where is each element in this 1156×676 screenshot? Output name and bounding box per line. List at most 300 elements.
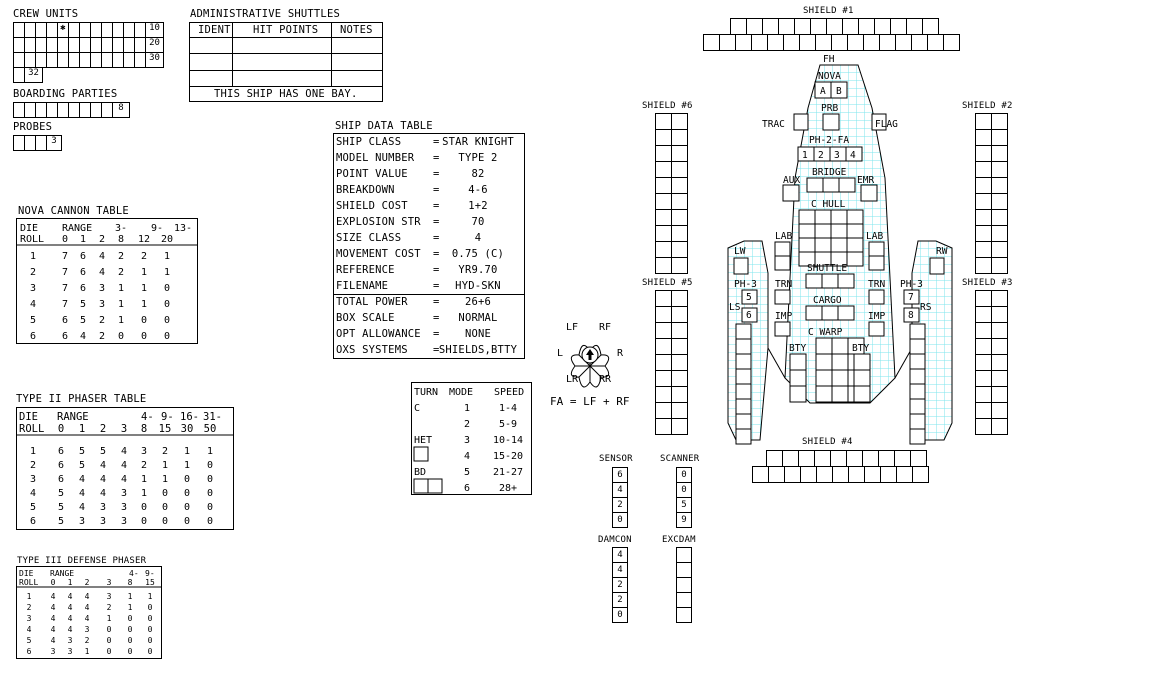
rw-box[interactable] xyxy=(910,369,925,384)
track-box[interactable] xyxy=(676,577,692,593)
arc-rr: RR xyxy=(599,374,612,385)
shield-box[interactable] xyxy=(766,450,783,467)
ph3-cell: 4 xyxy=(50,636,56,645)
box[interactable]: 10 xyxy=(145,22,164,38)
ph2-cell: 3 xyxy=(120,516,128,527)
nova-cell: 5 xyxy=(79,299,87,310)
shield-box[interactable] xyxy=(655,386,672,403)
ph2-cell: 3 xyxy=(78,516,86,527)
shield-box[interactable] xyxy=(794,18,811,35)
shield-box[interactable] xyxy=(862,450,879,467)
bridge-box[interactable] xyxy=(839,178,855,192)
shield-box[interactable] xyxy=(655,209,672,226)
bridge-box[interactable] xyxy=(807,178,823,192)
shuttle-box[interactable] xyxy=(806,274,822,288)
turn-cell: 5-9 xyxy=(498,419,518,430)
track-box[interactable]: 4 xyxy=(612,547,628,563)
prb-box[interactable] xyxy=(823,114,839,130)
nova-cell: 3 xyxy=(98,299,106,310)
shield-box[interactable] xyxy=(671,129,688,146)
lw-box[interactable] xyxy=(736,324,751,339)
nova-cell: 4 xyxy=(98,267,106,278)
cargo-box[interactable] xyxy=(806,306,822,320)
shield-box[interactable] xyxy=(832,466,849,483)
imp-box[interactable] xyxy=(869,322,884,336)
ph2-cell: 2 xyxy=(29,460,37,471)
warp-box[interactable] xyxy=(832,386,848,402)
rs-label: RS xyxy=(920,302,932,313)
ship-data-cell: = xyxy=(433,184,440,196)
shield-box[interactable] xyxy=(842,18,859,35)
shield-box[interactable] xyxy=(991,145,1008,162)
ship-data-cell: MOVEMENT COST xyxy=(336,248,421,260)
arc-l: L xyxy=(557,348,564,359)
warp-box[interactable] xyxy=(832,354,848,370)
hull-box[interactable] xyxy=(847,252,863,266)
ph3-cell: 1 xyxy=(127,592,133,601)
shield-box[interactable] xyxy=(991,193,1008,210)
shield-box[interactable] xyxy=(655,338,672,355)
shield-box[interactable] xyxy=(798,450,815,467)
hull-box[interactable] xyxy=(799,238,815,252)
shield-box[interactable] xyxy=(655,113,672,130)
lw-box[interactable] xyxy=(736,399,751,414)
shield-box[interactable] xyxy=(671,113,688,130)
ph2-head: 0 xyxy=(57,423,65,435)
shield-box[interactable] xyxy=(655,177,672,194)
shield-box[interactable] xyxy=(991,290,1008,307)
ph2-cell: 6 xyxy=(29,516,37,527)
nova-cell: 1 xyxy=(163,267,171,278)
cargo-box[interactable] xyxy=(822,306,838,320)
ship-data-cell: BREAKDOWN xyxy=(336,184,395,196)
aux-label: AUX xyxy=(783,175,801,186)
shield-box[interactable] xyxy=(814,450,831,467)
shield-1-label: SHIELD #1 xyxy=(803,6,854,16)
ph3-cell: 4 xyxy=(67,592,73,601)
emr-box[interactable] xyxy=(861,185,877,201)
shield-box[interactable] xyxy=(655,145,672,162)
shield-box[interactable] xyxy=(991,241,1008,258)
hull-box[interactable] xyxy=(847,238,863,252)
shield-box[interactable] xyxy=(894,450,911,467)
lab-box[interactable] xyxy=(869,256,884,270)
shield-box[interactable] xyxy=(671,354,688,371)
ship-data-cell: = xyxy=(433,248,440,260)
shield-box[interactable] xyxy=(655,322,672,339)
shield-box[interactable] xyxy=(655,257,672,274)
rw-box[interactable] xyxy=(930,258,944,274)
shield-box[interactable] xyxy=(991,386,1008,403)
ph2-cell: 0 xyxy=(206,516,214,527)
ph3-cell: 3 xyxy=(84,625,90,634)
hull-box[interactable] xyxy=(831,210,847,224)
warp-box[interactable] xyxy=(816,338,832,354)
box[interactable]: ✱ xyxy=(57,22,69,38)
shuttles-col-ident: IDENT xyxy=(198,24,231,36)
ph3-head: DIE xyxy=(19,569,34,578)
shield-box[interactable] xyxy=(816,466,833,483)
shield-box[interactable] xyxy=(890,18,907,35)
shield-box[interactable] xyxy=(655,193,672,210)
shield-box[interactable] xyxy=(655,290,672,307)
nova-head: 3- xyxy=(114,223,128,234)
shuttle-box[interactable] xyxy=(822,274,838,288)
ph2-cell: 2 xyxy=(161,446,169,457)
lab-box[interactable] xyxy=(775,242,790,256)
shield-box[interactable] xyxy=(991,113,1008,130)
rw-box[interactable] xyxy=(910,324,925,339)
ph3-cell: 4 xyxy=(50,592,56,601)
ship-data-cell: = xyxy=(433,296,440,308)
nova-cell: 4 xyxy=(98,251,106,262)
track-box[interactable]: 4 xyxy=(612,482,628,498)
track-box[interactable]: 2 xyxy=(612,497,628,513)
shield-box[interactable] xyxy=(746,18,763,35)
hull-box[interactable] xyxy=(815,224,831,238)
ph3-cell: 0 xyxy=(106,636,112,645)
shield-box[interactable] xyxy=(874,18,891,35)
aux-box[interactable] xyxy=(783,185,799,201)
ship-data-cell: OPT ALLOWANCE xyxy=(336,328,421,340)
nova-cell: 7 xyxy=(61,251,69,262)
nova-cell: 6 xyxy=(79,283,87,294)
ph3-head: 0 xyxy=(50,578,56,587)
imp-right-label: IMP xyxy=(868,311,886,322)
ship-data-cell: POINT VALUE xyxy=(336,168,408,180)
crew-units-grid xyxy=(13,22,164,83)
hull-box[interactable] xyxy=(799,210,815,224)
shield-box[interactable] xyxy=(846,450,863,467)
ship-data-cell: 1+2 xyxy=(468,200,488,212)
box[interactable]: 30 xyxy=(145,52,164,68)
lw-box[interactable] xyxy=(736,384,751,399)
fh-label: FH xyxy=(823,54,835,65)
c-hull-label: C HULL xyxy=(811,199,846,210)
left-5: 5 xyxy=(746,292,752,303)
turn-cell: 1-4 xyxy=(498,403,518,414)
ph2-cell: 1 xyxy=(161,474,169,485)
track-box[interactable] xyxy=(676,592,692,608)
track-box[interactable]: 0 xyxy=(676,467,692,483)
warp-box[interactable] xyxy=(816,386,832,402)
shield-box[interactable] xyxy=(991,177,1008,194)
nova-cell: 1 xyxy=(117,283,125,294)
nova-cell: 2 xyxy=(29,267,37,278)
shield-box[interactable] xyxy=(752,466,769,483)
shield-box[interactable] xyxy=(655,370,672,387)
shield-box[interactable] xyxy=(784,466,801,483)
lw-box[interactable] xyxy=(736,339,751,354)
bty-box[interactable] xyxy=(854,386,870,402)
shield-3-label: SHIELD #3 xyxy=(962,278,1013,288)
track-box[interactable]: 0 xyxy=(612,512,628,528)
warp-box[interactable] xyxy=(816,354,832,370)
shield-box[interactable] xyxy=(671,193,688,210)
ship-data-cell: NONE xyxy=(464,328,492,340)
trn-box[interactable] xyxy=(869,290,884,304)
ph3-cell: 3 xyxy=(67,636,73,645)
bty-box[interactable] xyxy=(790,386,806,402)
shield-box[interactable] xyxy=(671,177,688,194)
nova-head: ROLL xyxy=(20,234,45,245)
track-box[interactable]: 6 xyxy=(612,467,628,483)
ph3-cell: 3 xyxy=(106,592,112,601)
imp-left-label: IMP xyxy=(775,311,793,322)
ph3-cell: 0 xyxy=(106,625,112,634)
shield-box[interactable] xyxy=(991,161,1008,178)
ship-data-cell: 4 xyxy=(474,232,482,244)
ship-data-cell: 4-6 xyxy=(468,184,488,196)
shield-box[interactable] xyxy=(830,450,847,467)
ship-diagram xyxy=(720,48,980,448)
ph2-cell: 0 xyxy=(183,516,191,527)
shield-box[interactable] xyxy=(655,418,672,435)
nova-head: 0 xyxy=(61,234,69,245)
shield-box[interactable] xyxy=(906,18,923,35)
shield-box[interactable] xyxy=(991,354,1008,371)
ph3-cell: 0 xyxy=(106,647,112,656)
lw-box[interactable] xyxy=(736,429,751,444)
lw-box[interactable] xyxy=(736,354,751,369)
shield-box[interactable] xyxy=(655,225,672,242)
shield-box[interactable] xyxy=(655,129,672,146)
lw-box[interactable] xyxy=(736,414,751,429)
rw-box[interactable] xyxy=(910,339,925,354)
track-box[interactable]: 5 xyxy=(676,497,692,513)
shield-box[interactable] xyxy=(671,338,688,355)
shield-box[interactable] xyxy=(655,402,672,419)
shield-box[interactable] xyxy=(848,466,865,483)
nova-cell: 0 xyxy=(163,299,171,310)
ph2-cell: 1 xyxy=(140,474,148,485)
shield-box[interactable] xyxy=(655,161,672,178)
shield-box[interactable] xyxy=(671,241,688,258)
ph2-cell: 4 xyxy=(120,460,128,471)
scanner-label: SCANNER xyxy=(660,454,700,464)
hull-box[interactable] xyxy=(847,224,863,238)
ph3-cell: 2 xyxy=(106,603,112,612)
shield-box[interactable] xyxy=(880,466,897,483)
arc-lr: LR xyxy=(566,374,579,385)
shield-box[interactable] xyxy=(782,450,799,467)
lab-box[interactable] xyxy=(869,242,884,256)
shield-box[interactable] xyxy=(991,418,1008,435)
hull-box[interactable] xyxy=(815,238,831,252)
ph2-head: 16- xyxy=(180,411,199,423)
warp-box[interactable] xyxy=(832,370,848,386)
bty-box[interactable] xyxy=(854,370,870,386)
track-box[interactable]: 9 xyxy=(676,512,692,528)
cargo-box[interactable] xyxy=(838,306,854,320)
shield-box[interactable] xyxy=(768,466,785,483)
shield-box[interactable] xyxy=(858,18,875,35)
rw-box[interactable] xyxy=(910,399,925,414)
shield-box[interactable] xyxy=(991,306,1008,323)
shield-box[interactable] xyxy=(826,18,843,35)
shield-box[interactable] xyxy=(671,145,688,162)
nova-head: 9- xyxy=(151,223,164,234)
shield-box[interactable] xyxy=(671,418,688,435)
shield-box[interactable] xyxy=(864,466,881,483)
shield-box[interactable] xyxy=(703,34,720,51)
nova-cell: 7 xyxy=(61,299,69,310)
ph3-cell: 1 xyxy=(106,614,112,623)
track-box[interactable]: 0 xyxy=(676,482,692,498)
shield-box[interactable] xyxy=(991,338,1008,355)
shield-box[interactable] xyxy=(671,306,688,323)
ph2-cell: 5 xyxy=(99,446,107,457)
shield-box[interactable] xyxy=(671,257,688,274)
box[interactable]: 8 xyxy=(112,102,130,118)
track-box[interactable] xyxy=(676,607,692,623)
nova-cell: 2 xyxy=(98,315,106,326)
hull-box[interactable] xyxy=(815,210,831,224)
nova-cell: 6 xyxy=(61,331,69,342)
shield-box[interactable] xyxy=(655,306,672,323)
ph2-cell: 0 xyxy=(140,502,148,513)
ph2-cell: 4 xyxy=(78,502,86,513)
nova-cell: 0 xyxy=(163,315,171,326)
shield-box[interactable] xyxy=(991,322,1008,339)
rw-box[interactable] xyxy=(910,414,925,429)
ph3-head: RANGE xyxy=(50,569,75,578)
track-box[interactable]: 4 xyxy=(612,562,628,578)
shield-box[interactable] xyxy=(922,18,939,35)
trac-box[interactable] xyxy=(794,114,808,130)
hull-box[interactable] xyxy=(799,224,815,238)
shield-box[interactable] xyxy=(671,209,688,226)
lw-box[interactable] xyxy=(736,369,751,384)
shield-box[interactable] xyxy=(671,322,688,339)
ship-data-cell: 82 xyxy=(471,168,485,180)
bty-left-label: BTY xyxy=(789,343,807,354)
track-box[interactable]: 2 xyxy=(612,577,628,593)
hull-box[interactable] xyxy=(831,224,847,238)
track-box[interactable]: 0 xyxy=(612,607,628,623)
shield-box[interactable] xyxy=(655,241,672,258)
ship-data-cell: = xyxy=(433,152,440,164)
lw-box[interactable] xyxy=(734,258,748,274)
trn-right-label: TRN xyxy=(868,279,886,290)
ph2fa-label: PH-2-FA xyxy=(809,135,850,146)
phaser3-table-content xyxy=(17,567,161,658)
nova-cell: 6 xyxy=(61,315,69,326)
warp-box[interactable] xyxy=(832,338,848,354)
fa-3: 3 xyxy=(834,150,840,161)
ph2-head: RANGE xyxy=(57,411,89,423)
turn-cell: 3 xyxy=(463,435,471,446)
shield-box[interactable] xyxy=(912,466,929,483)
ph2-cell: 4 xyxy=(99,460,107,471)
track-box[interactable]: 2 xyxy=(612,592,628,608)
shuttle-box[interactable] xyxy=(838,274,854,288)
shield-box[interactable] xyxy=(991,402,1008,419)
box[interactable]: 3 xyxy=(46,135,62,151)
lab-box[interactable] xyxy=(775,256,790,270)
bty-box[interactable] xyxy=(790,354,806,370)
rw-box[interactable] xyxy=(910,429,925,444)
box[interactable]: 20 xyxy=(145,37,164,53)
track-box[interactable] xyxy=(676,562,692,578)
ship-data-title: SHIP DATA TABLE xyxy=(335,120,433,132)
ship-data-cell: REFERENCE xyxy=(336,264,395,276)
shield-box[interactable] xyxy=(671,402,688,419)
hull-box[interactable] xyxy=(831,238,847,252)
shield-box[interactable] xyxy=(655,354,672,371)
shield-box[interactable] xyxy=(671,225,688,242)
shield-box[interactable] xyxy=(991,129,1008,146)
ph3-cell: 0 xyxy=(127,625,133,634)
arc-lf: LF xyxy=(566,322,579,333)
shield-box[interactable] xyxy=(878,450,895,467)
shield-box[interactable] xyxy=(730,18,747,35)
probes-grid xyxy=(13,135,62,151)
shield-box[interactable] xyxy=(810,18,827,35)
shield-box[interactable] xyxy=(991,209,1008,226)
bridge-box[interactable] xyxy=(823,178,839,192)
ph2-cell: 5 xyxy=(57,502,65,513)
arc-rf: RF xyxy=(599,322,612,333)
nova-cell: 0 xyxy=(163,331,171,342)
ph2-head: 4- xyxy=(141,411,154,423)
rw-box[interactable] xyxy=(910,384,925,399)
nova-cell: 1 xyxy=(29,251,37,262)
shield-box[interactable] xyxy=(910,450,927,467)
box[interactable]: 32 xyxy=(24,67,43,83)
ph2-cell: 0 xyxy=(183,502,191,513)
shield-box[interactable] xyxy=(671,370,688,387)
bty-box[interactable] xyxy=(790,370,806,386)
ph2-cell: 4 xyxy=(78,488,86,499)
trn-box[interactable] xyxy=(775,290,790,304)
turn-mode-box[interactable] xyxy=(414,479,428,493)
ship-data-cell: = xyxy=(433,264,440,276)
shield-box[interactable] xyxy=(762,18,779,35)
ph2-cell: 1 xyxy=(161,460,169,471)
ph3-head: ROLL xyxy=(19,578,39,587)
shield-box[interactable] xyxy=(896,466,913,483)
rw-box[interactable] xyxy=(910,354,925,369)
nova-cell: 4 xyxy=(29,299,37,310)
ph3-head: 1 xyxy=(67,578,73,587)
warp-box[interactable] xyxy=(816,370,832,386)
shield-box[interactable] xyxy=(671,161,688,178)
hull-box[interactable] xyxy=(847,210,863,224)
shield-box[interactable] xyxy=(991,225,1008,242)
shield-box[interactable] xyxy=(778,18,795,35)
shield-box[interactable] xyxy=(671,290,688,307)
lab-right-label: LAB xyxy=(866,231,884,242)
shield-box[interactable] xyxy=(671,386,688,403)
ship-data-cell: SHIP CLASS xyxy=(336,136,402,148)
shield-box[interactable] xyxy=(991,370,1008,387)
ph2-head: 3 xyxy=(120,423,128,435)
shuttles-table xyxy=(189,22,383,102)
imp-box[interactable] xyxy=(775,322,790,336)
bty-box[interactable] xyxy=(854,354,870,370)
shield-box[interactable] xyxy=(991,257,1008,274)
track-box[interactable] xyxy=(676,547,692,563)
ship-data-cell: FILENAME xyxy=(336,280,389,292)
turn-mode-box[interactable] xyxy=(428,479,442,493)
turn-cell: 21-27 xyxy=(492,467,524,478)
ph2-head: DIE xyxy=(19,411,38,423)
shield-box[interactable] xyxy=(800,466,817,483)
ship-data-cell: = xyxy=(433,168,440,180)
turn-mode-box[interactable] xyxy=(414,447,428,461)
ph3-cell: 0 xyxy=(127,636,133,645)
